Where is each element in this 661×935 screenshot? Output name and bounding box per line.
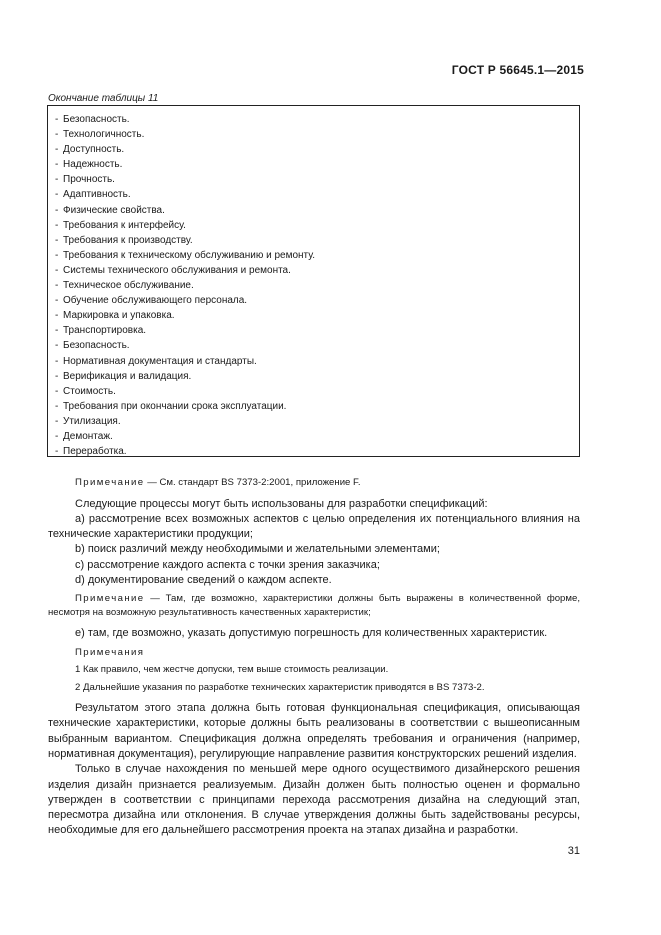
table-list-item: [55, 218, 579, 233]
list-dash: -: [55, 340, 59, 352]
table-list-item: [55, 323, 579, 338]
list-dash: -: [55, 174, 59, 186]
list-item-text: Доступность.: [63, 144, 125, 156]
table-list-item: [55, 142, 579, 157]
table-list-item: [55, 127, 579, 142]
table-list-item: [55, 293, 579, 308]
table-list-item: [55, 263, 579, 278]
list-item-text: Технологичность.: [63, 129, 145, 141]
table-list-item: [55, 338, 579, 353]
list-dash: -: [55, 234, 59, 246]
table-list-item: [55, 157, 579, 172]
list-dash: -: [55, 325, 59, 337]
table-list-item: [55, 444, 579, 459]
list-item-text: Стоимость.: [63, 385, 116, 397]
list-dash: -: [55, 446, 59, 458]
list-dash: -: [55, 385, 59, 397]
table-list-item: [55, 414, 579, 429]
list-dash: -: [55, 430, 59, 442]
list-item-b: b) поиск различий между необходимыми и желательными элементами;: [75, 543, 440, 556]
list-item-text: Прочность.: [63, 174, 115, 186]
table-list-item: [55, 354, 579, 369]
note-quantitative: [48, 592, 580, 619]
list-item-text: Техническое обслуживание.: [63, 280, 194, 292]
list-item-text: Переработка.: [63, 446, 127, 458]
list-dash: -: [55, 370, 59, 382]
list-dash: -: [55, 114, 59, 125]
result-paragraph: Результатом этого этапа должна быть готовая функциональная спецификация, описывающая технические характеристики, которые должны быть реализованы в соответствии с вышеописанным выбранным вариантом. Спецификация должна определять требования и ограничения (например, нормативная документация), регулирующие направление развития конструкторских решений изделия.: [48, 702, 580, 760]
list-dash: -: [55, 415, 59, 427]
page-number: 31: [567, 845, 580, 857]
list-dash: -: [55, 219, 59, 231]
requirements-list: [48, 106, 579, 459]
note-label: Примечание: [75, 477, 145, 488]
list-item-text: Требования к интерфейсу.: [63, 219, 186, 231]
note-1: 1 Как правило, чем жестче допуски, тем выше стоимость реализации.: [75, 664, 389, 676]
list-item-text: Безопасность.: [63, 114, 130, 125]
list-item-text: Системы технического обслуживания и ремонта.: [63, 264, 291, 276]
note-label: Примечание: [75, 593, 145, 605]
table-list-item: [55, 399, 579, 414]
table-list-item: [55, 308, 579, 323]
document-code: ГОСТ Р 56645.1—2015: [451, 63, 584, 77]
note-bs7373: [48, 476, 580, 490]
list-item-d: d) документирование сведений о каждом аспекте.: [75, 573, 332, 586]
list-item-text: Транспортировка.: [63, 325, 147, 337]
design-paragraph: Только в случае нахождения по меньшей мере одного осуществимого дизайнерского решения изделия дизайн признается реализуемым. Дизайн должен быть полностью оценен и формально утвержден в соответствии с принципами перехода рассмотрения дизайна на следующий этап, пересмотра дизайна или отклонения. В случае утверждения должны быть задействованы ресурсы, необходимые для его дальнейшего рассмотрения проекта на этапах дизайна и разработки.: [48, 763, 580, 837]
table-list-item: [55, 187, 579, 202]
list-item-text: Демонтаж.: [63, 430, 113, 442]
table-list-item: [55, 172, 579, 187]
list-item-e: е) там, где возможно, указать допустимую погрешность для количественных характеристик.: [75, 627, 548, 640]
list-dash: -: [55, 189, 59, 201]
body-text: [48, 476, 580, 839]
list-dash: -: [55, 280, 59, 292]
list-item-text: Утилизация.: [63, 415, 121, 427]
list-dash: -: [55, 400, 59, 412]
table-list-item: [55, 248, 579, 263]
list-item-text: Обучение обслуживающего персонала.: [63, 295, 248, 307]
list-item-a: а) рассмотрение всех возможных аспектов с целью определения их потенциального влияния на технические характеристики продукции;: [48, 512, 580, 541]
list-item-text: Безопасность.: [63, 340, 130, 352]
note-text: — См. стандарт BS 7373-2:2001, приложение F.: [144, 477, 361, 488]
table-list-item: [55, 233, 579, 248]
list-item-text: Адаптивность.: [63, 189, 131, 201]
list-dash: -: [55, 144, 59, 156]
list-item-text: Нормативная документация и стандарты.: [63, 355, 257, 367]
notes-heading: Примечания: [75, 646, 145, 658]
list-dash: -: [55, 204, 59, 216]
list-item-text: Требования к производству.: [63, 234, 193, 246]
list-dash: -: [55, 264, 59, 276]
table-list-item: [55, 203, 579, 218]
list-item-text: Физические свойства.: [63, 204, 165, 216]
list-dash: -: [55, 159, 59, 171]
table-list-item: [55, 384, 579, 399]
table-list-item: [55, 369, 579, 384]
list-dash: -: [55, 249, 59, 261]
table-11-continuation: [47, 105, 580, 457]
list-dash: -: [55, 355, 59, 367]
table-list-item: [55, 112, 579, 127]
note-text: — Там, где возможно, характеристики должны быть выражены в количественной форме, несмотря на возможную результативность качественных характеристик;: [48, 593, 580, 618]
list-item-text: Требования к техническому обслуживанию и ремонту.: [63, 249, 316, 261]
note-2: 2 Дальнейшие указания по разработке технических характеристик приводятся в BS 7373-2.: [75, 681, 485, 693]
list-dash: -: [55, 310, 59, 322]
list-item-text: Верификация и валидация.: [63, 370, 192, 382]
list-item-text: Маркировка и упаковка.: [63, 310, 175, 322]
list-item-text: Надежность.: [63, 159, 123, 171]
table-list-item: [55, 278, 579, 293]
list-dash: -: [55, 295, 59, 307]
intro-paragraph: Следующие процессы могут быть использованы для разработки спецификаций:: [75, 497, 488, 510]
list-dash: -: [55, 129, 59, 141]
list-item-c: c) рассмотрение каждого аспекта с точки зрения заказчика;: [75, 558, 380, 571]
table-caption: Окончание таблицы 11: [48, 93, 159, 104]
table-list-item: [55, 429, 579, 444]
list-item-text: Требования при окончании срока эксплуатации.: [63, 400, 287, 412]
